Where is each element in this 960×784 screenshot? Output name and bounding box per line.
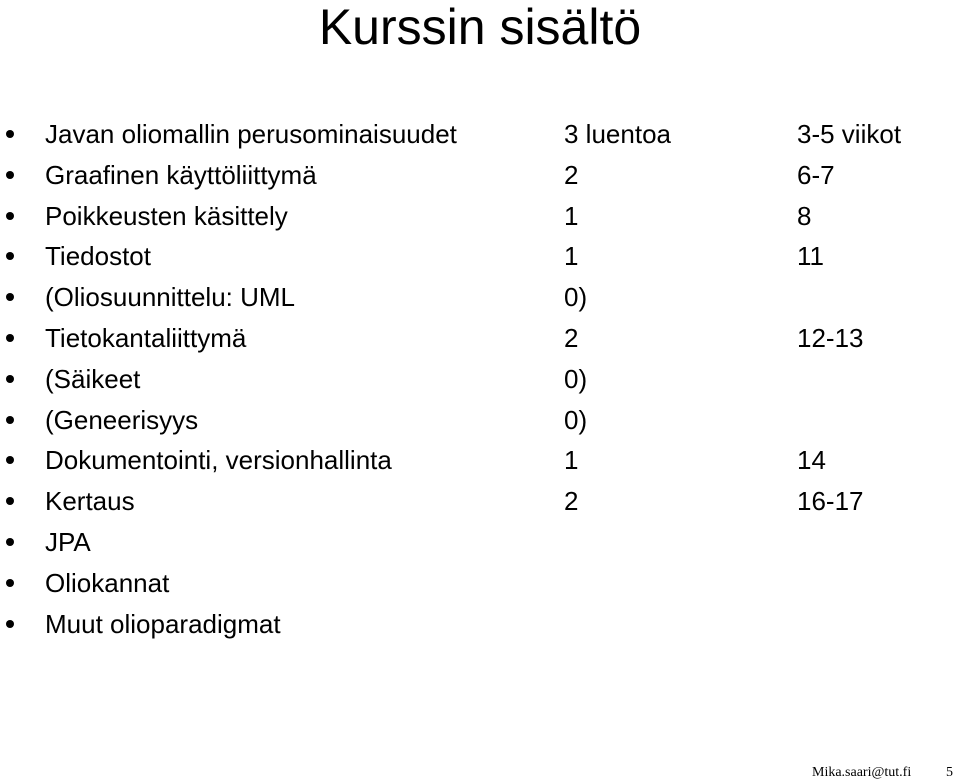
bullet-icon [6,252,14,260]
topic-label: (Geneerisyys [45,404,199,435]
topic-label: Graafinen käyttöliittymä [45,159,317,190]
list-item [0,440,960,481]
topic-label: Tiedostot [45,241,151,272]
bullet-icon [6,497,14,505]
lectures-value: 2 [564,486,579,517]
topic-label: Tietokantaliittymä [45,322,247,353]
lectures-value: 3 luentoa [564,119,671,149]
list-item [0,400,960,441]
course-content-list [0,114,960,644]
page-number: 5 [946,765,953,780]
topic-label: Oliokannat [45,567,170,598]
topic-label: Dokumentointi, versionhallinta [45,445,392,476]
bullet-icon [6,334,14,342]
lectures-value: 2 [564,322,579,353]
topic-label: Kertaus [45,486,135,517]
list-item [0,236,960,277]
topic-label: (Oliosuunnittelu: UML [45,282,295,313]
lectures-value: 2 [564,159,579,190]
bullet-icon [6,456,14,464]
topic-label: (Säikeet [45,363,141,394]
list-item [0,114,960,155]
topic-label: Javan oliomallin perusominaisuudet [45,119,457,149]
weeks-value: 14 [797,445,826,476]
list-item [0,359,960,400]
bullet-icon [6,538,14,546]
weeks-value: 3-5 viikot [797,119,902,149]
weeks-value: 12-13 [797,322,864,353]
weeks-value: 16-17 [797,486,864,517]
lectures-value: 1 [564,200,579,231]
weeks-value: 8 [797,200,812,231]
list-item [0,155,960,196]
lectures-value: 0) [564,404,588,435]
lectures-value: 1 [564,241,579,272]
list-item [0,522,960,563]
list-item [0,481,960,522]
lectures-value: 0) [564,282,588,313]
bullet-icon [6,579,14,587]
footer-email: Mika.saari@tut.fi [812,765,912,780]
list-item [0,563,960,604]
bullet-icon [6,416,14,424]
weeks-value: 6-7 [797,159,835,190]
bullet-icon [6,620,14,628]
list-item [0,318,960,359]
topic-label: Poikkeusten käsittely [45,200,288,231]
bullet-icon [6,375,14,383]
list-item [0,604,960,645]
bullet-icon [6,212,14,220]
slide-title: Kurssin sisältö [318,0,642,55]
topic-label: Muut olioparadigmat [45,608,281,639]
bullet-icon [6,293,14,301]
bullet-icon [6,171,14,179]
list-item [0,196,960,237]
lectures-value: 0) [564,363,588,394]
lectures-value: 1 [564,445,579,476]
weeks-value: 11 [797,241,824,272]
bullet-icon [6,130,14,138]
list-item [0,277,960,318]
topic-label: JPA [45,526,91,557]
